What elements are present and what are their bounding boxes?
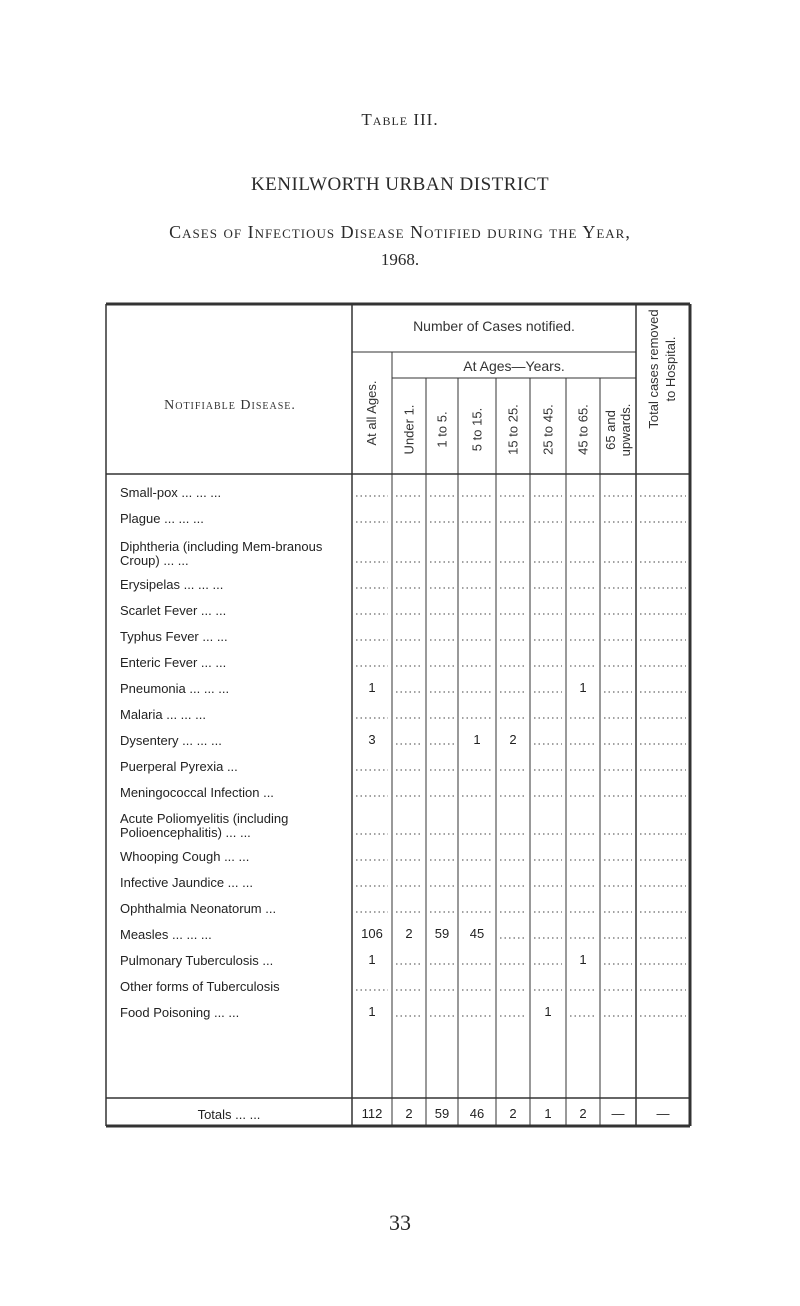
age-column-header: 15 to 25.	[505, 404, 521, 455]
disease-name: Pneumonia ... ... ...	[120, 681, 230, 696]
totals-label: Totals ... ...	[197, 1107, 261, 1122]
age-column-header: 1 to 5.	[434, 411, 450, 448]
case-count: 1	[473, 732, 481, 747]
disease-name: Small-pox ... ... ...	[120, 485, 222, 500]
total-value: 59	[434, 1106, 450, 1121]
case-count: 1	[579, 680, 587, 695]
total-value: 1	[544, 1106, 552, 1121]
disease-name: Food Poisoning ... ...	[120, 1005, 240, 1020]
at-all-ages-header: At all Ages.	[364, 380, 379, 446]
total-value: —	[656, 1106, 670, 1121]
age-column-header: 25 to 45.	[540, 404, 556, 455]
disease-name: Malaria ... ... ...	[120, 707, 206, 722]
age-column-header: 65 and upwards.	[603, 403, 633, 457]
report-year: 1968.	[380, 250, 420, 269]
table-label: Table III.	[361, 110, 439, 129]
disease-name: Meningococcal Infection ...	[120, 785, 274, 800]
total-value: 46	[469, 1106, 485, 1121]
case-count: 106	[361, 926, 383, 941]
disease-name: Acute Poliomyelitis (including Polioencephalitis) ... ...	[120, 811, 289, 840]
disease-name: Whooping Cough ... ...	[120, 849, 250, 864]
total-value: 112	[361, 1106, 383, 1121]
disease-name: Diphtheria (including Mem-branous Croup) ... ...	[120, 539, 323, 568]
age-column-header: 5 to 15.	[469, 407, 485, 452]
disease-name: Typhus Fever ... ...	[120, 629, 228, 644]
disease-name: Pulmonary Tuberculosis ...	[120, 953, 274, 968]
notifiable-disease-header: Notifiable Disease.	[164, 398, 296, 413]
total-value: 2	[509, 1106, 517, 1121]
case-count: 2	[405, 926, 413, 941]
total-value: 2	[405, 1106, 413, 1121]
at-ages-header: At Ages—Years.	[463, 358, 565, 374]
disease-name: Ophthalmia Neonatorum ...	[120, 901, 277, 916]
disease-name: Erysipelas ... ... ...	[120, 577, 224, 592]
age-column-header: 45 to 65.	[575, 404, 591, 455]
disease-name: Measles ... ... ...	[120, 927, 212, 942]
case-count: 1	[368, 1004, 376, 1019]
disease-name: Puerperal Pyrexia ...	[120, 759, 238, 774]
case-count: 3	[368, 732, 376, 747]
age-column-header: Under 1.	[401, 404, 417, 455]
hospital-header: Total cases removed to Hospital.	[646, 309, 678, 429]
disease-name: Other forms of Tuberculosis	[120, 979, 280, 994]
total-value: 2	[579, 1106, 587, 1121]
page-number: 33	[389, 1210, 411, 1235]
case-count: 1	[368, 952, 376, 967]
case-count: 2	[509, 732, 517, 747]
table-subtitle: Cases of Infectious Disease Notified during the Year,	[169, 222, 631, 242]
total-value: —	[611, 1106, 625, 1121]
case-count: 45	[469, 926, 485, 941]
disease-name: Scarlet Fever ... ...	[120, 603, 227, 618]
disease-name: Plague ... ... ...	[120, 511, 204, 526]
case-count: 1	[368, 680, 376, 695]
case-count: 1	[544, 1004, 552, 1019]
disease-name: Enteric Fever ... ...	[120, 655, 227, 670]
disease-name: Infective Jaundice ... ...	[120, 875, 253, 890]
number-notified-header: Number of Cases notified.	[413, 318, 575, 334]
case-count: 1	[579, 952, 587, 967]
case-count: 59	[434, 926, 450, 941]
district-title: KENILWORTH URBAN DISTRICT	[250, 174, 550, 195]
disease-name: Dysentery ... ... ...	[120, 733, 222, 748]
